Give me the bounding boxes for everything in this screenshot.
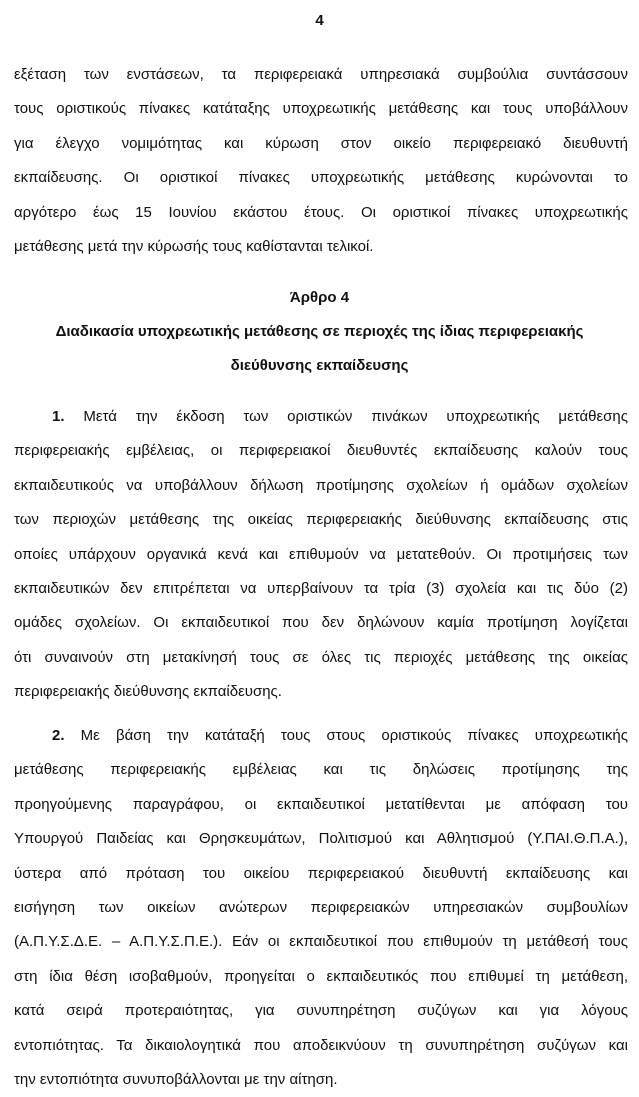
article-label: Άρθρο 4	[289, 289, 350, 306]
text-line: των περιοχών μετάθεσης της οικείας περιφερειακής διεύθυνσης εκπαίδευσης στις	[14, 511, 628, 529]
text-line: οποίες υπάρχουν οργανικά κενά και επιθυμούν να μετατεθούν. Οι προτιμήσεις των	[14, 545, 628, 563]
text-line: εισήγηση των οικείων ανώτερων περιφερειακών υπηρεσιακών συμβουλίων	[14, 899, 628, 917]
text-line: για έλεγχο νομιμότητας και κύρωση στον οικείο περιφερειακό διευθυντή	[14, 134, 628, 152]
text-line: εκπαίδευσης. Οι οριστικοί πίνακες υποχρεωτικής μετάθεσης κυρώνονται το	[14, 169, 628, 187]
text-line-content: Μετά την έκδοση των οριστικών πινάκων υποχρεωτικής μετάθεσης	[83, 408, 628, 425]
text-line: ομάδες σχολείων. Οι εκπαιδευτικοί που δεν δηλώνουν καμία προτίμηση λογίζεται	[14, 614, 628, 632]
text-line-content: Με βάση την κατάταξή τους στους οριστικούς πίνακες υποχρεωτικής	[80, 727, 628, 744]
article-title-line2: διεύθυνσης εκπαίδευσης	[230, 357, 409, 374]
text-line: (Α.Π.Υ.Σ.Δ.Ε. – Α.Π.Υ.Σ.Π.Ε.). Εάν οι εκπαιδευτικοί που επιθυμούν τη μετάθεσή τους	[14, 933, 628, 951]
text-line: εξέταση των ενστάσεων, τα περιφερειακά υπηρεσιακά συμβούλια συντάσσουν	[14, 66, 628, 83]
paragraph-1	[14, 400, 628, 710]
text-line: κατά σειρά προτεραιότητας, για συνυπηρέτηση συζύγων και για λόγους	[14, 1002, 628, 1020]
page-number: 4	[315, 12, 324, 29]
article-title-line1: Διαδικασία υποχρεωτικής μετάθεσης σε περιοχές της ίδιας περιφερειακής	[55, 323, 584, 340]
text-line: προηγούμενης παραγράφου, οι εκπαιδευτικοί μετατίθενται με απόφαση του	[14, 795, 628, 813]
text-line: μετάθεσης περιφερειακής εμβέλειας και τις δηλώσεις προτίμησης της	[14, 761, 628, 779]
paragraph-2	[14, 719, 628, 1097]
text-line: την εντοπιότητα συνυποβάλλονται με την αίτηση.	[14, 1071, 338, 1089]
text-line: εκπαιδευτικών δεν επιτρέπεται να υπερβαίνουν τα τρία (3) σχολεία και τις δύο (2)	[14, 580, 628, 598]
text-line: αργότερο έως 15 Ιουνίου εκάστου έτους. Οι οριστικοί πίνακες υποχρεωτικής	[14, 203, 628, 221]
paragraph-number: 1.	[52, 408, 65, 425]
intro-paragraph	[14, 58, 628, 264]
text-line: περιφερειακής εμβέλειας, οι περιφερειακοί διευθυντές εκπαίδευσης καλούν τους	[14, 442, 628, 460]
text-line: μετάθεσης μετά την κύρωσής τους καθίστανται τελικοί.	[14, 238, 374, 256]
text-line: ύστερα από πρόταση του οικείου περιφερειακού διευθυντή εκπαίδευσης και	[14, 864, 628, 882]
text-line: ότι συναινούν στη μετακίνησή τους σε όλες τις περιοχές μετάθεσης της οικείας	[14, 648, 628, 666]
text-line: εκπαιδευτικούς να υποβάλλουν δήλωση προτίμησης σχολείων ή ομάδων σχολείων	[14, 476, 628, 494]
paragraph-number: 2.	[52, 727, 65, 744]
text-line: περιφερειακής διεύθυνσης εκπαίδευσης.	[14, 683, 282, 701]
text-line	[14, 719, 628, 753]
text-line: Υπουργού Παιδείας και Θρησκευμάτων, Πολιτισμού και Αθλητισμού (Υ.ΠΑΙ.Θ.Π.Α.),	[14, 830, 628, 848]
text-line	[14, 400, 628, 434]
text-line: στη ίδια θέση ισοβαθμούν, προηγείται ο εκπαιδευτικός που επιθυμεί τη μετάθεση,	[14, 967, 628, 985]
text-line: εντοπιότητας. Τα δικαιολογητικά που αποδεικνύουν τη συνυπηρέτηση συζύγων και	[14, 1036, 628, 1054]
text-line: τους οριστικούς πίνακες κατάταξης υποχρεωτικής μετάθεσης και τους υποβάλλουν	[14, 100, 628, 118]
